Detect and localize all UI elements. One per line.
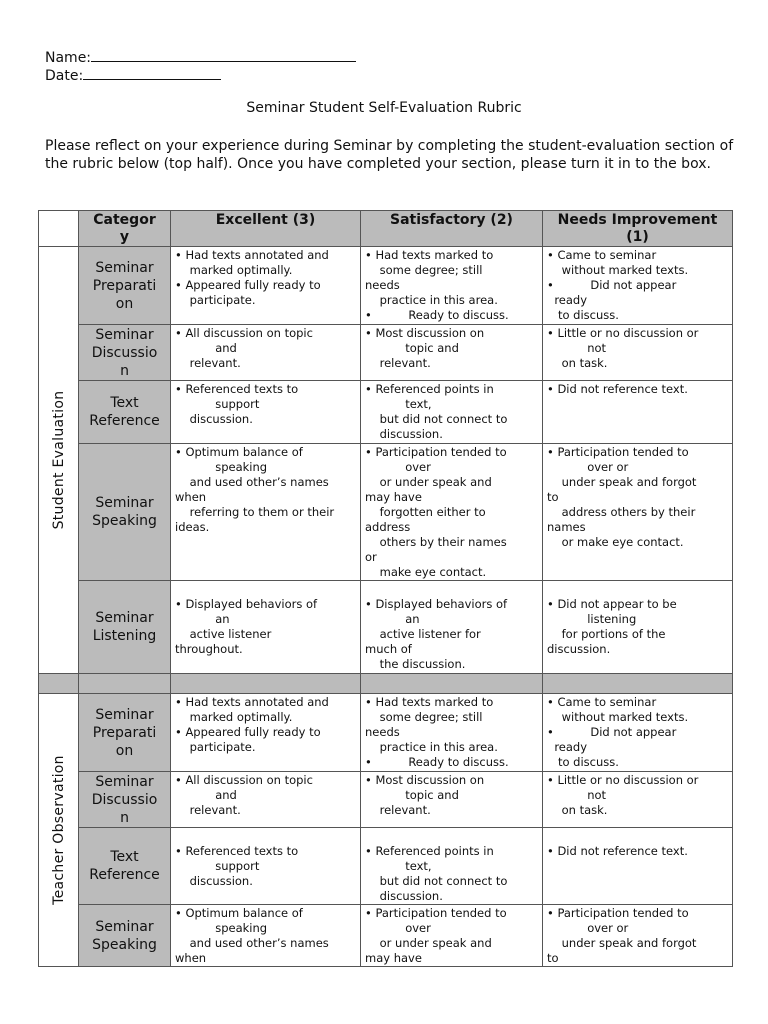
header-excellent: Excellent (3) (171, 211, 361, 247)
student-section-label-cell (39, 247, 79, 674)
excellent-criteria-cell (171, 905, 361, 967)
needs-improvement-criteria-cell (543, 444, 733, 581)
satisfactory-criteria-cell (361, 444, 543, 581)
criteria-text: • Had texts marked to some degree; still needs practice in this area. • Ready to discuss. (365, 695, 509, 769)
criteria-text: • Little or no discussion or not on task. (547, 326, 699, 370)
criteria-text: • Had texts marked to some degree; still needs practice in this area. • Ready to discuss. (365, 248, 509, 322)
rubric-row (39, 694, 733, 772)
name-field (45, 48, 356, 67)
criteria-text: • Participation tended to over or under speak and forgot to address others by their names or make eye contact. (547, 445, 697, 549)
criteria-text: • Came to seminar without marked texts. • Did not appear ready to discuss. (547, 248, 689, 322)
satisfactory-criteria-cell (361, 581, 543, 674)
header-blank-cell (39, 211, 79, 247)
criteria-text: • All discussion on topic and relevant. (175, 773, 313, 817)
needs-improvement-criteria-cell (543, 694, 733, 772)
satisfactory-criteria-cell (361, 381, 543, 444)
criteria-text: • Optimum balance of speaking and used other’s names when (175, 906, 329, 965)
excellent-criteria-cell (171, 325, 361, 381)
name-blank-line (91, 48, 356, 62)
name-label: Name: (45, 50, 92, 66)
teacher-section-label-cell (39, 694, 79, 967)
rubric-table (38, 210, 733, 967)
criteria-text: • Referenced points in text, but did not connect to discussion. (365, 382, 508, 441)
needs-improvement-criteria-cell (543, 247, 733, 325)
category-cell: Seminar Preparati on (79, 694, 171, 772)
criteria-text: • Most discussion on topic and relevant. (365, 773, 485, 817)
criteria-text: • Most discussion on topic and relevant. (365, 326, 485, 370)
excellent-criteria-cell (171, 444, 361, 581)
category-cell: Seminar Discussio n (79, 772, 171, 828)
separator-cell (79, 674, 171, 694)
needs-improvement-criteria-cell (543, 325, 733, 381)
separator-cell (543, 674, 733, 694)
satisfactory-criteria-cell (361, 694, 543, 772)
header-needs-improvement (543, 211, 733, 247)
header-category-label: Categor y (93, 212, 156, 245)
date-blank-line (83, 66, 221, 80)
criteria-text: • All discussion on topic and relevant. (175, 326, 313, 370)
rubric-row (39, 381, 733, 444)
criteria-text: • Participation tended to over or under speak and may have forgotten either to address others by their names or make eye contact. (365, 445, 507, 579)
rubric-row (39, 772, 733, 828)
criteria-text: • Did not reference text. (547, 382, 688, 396)
criteria-text: • Referenced texts to support discussion. (175, 844, 299, 888)
needs-improvement-criteria-cell (543, 381, 733, 444)
criteria-text: • Referenced points in text, but did not connect to discussion. (365, 844, 508, 903)
rubric-row (39, 905, 733, 967)
excellent-criteria-cell (171, 828, 361, 905)
criteria-text: • Participation tended to over or under speak and may have (365, 906, 507, 965)
criteria-text: • Had texts annotated and marked optimally. • Appeared fully ready to participate. (175, 248, 329, 307)
needs-improvement-criteria-cell (543, 581, 733, 674)
rubric-row (39, 444, 733, 581)
satisfactory-criteria-cell (361, 772, 543, 828)
student-evaluation-section (39, 247, 733, 674)
criteria-text: • Did not reference text. (547, 844, 688, 858)
criteria-text: • Referenced texts to support discussion. (175, 382, 299, 426)
criteria-text: • Did not appear to be listening for portions of the discussion. (547, 597, 677, 656)
date-field (45, 66, 221, 85)
category-cell: Text Reference (79, 828, 171, 905)
satisfactory-criteria-cell (361, 325, 543, 381)
satisfactory-criteria-cell (361, 247, 543, 325)
rubric-row (39, 828, 733, 905)
criteria-text: • Optimum balance of speaking and used other’s names when referring to them or their ideas. (175, 445, 335, 534)
satisfactory-criteria-cell (361, 828, 543, 905)
needs-improvement-criteria-cell (543, 905, 733, 967)
satisfactory-criteria-cell (361, 905, 543, 967)
excellent-criteria-cell (171, 772, 361, 828)
separator-cell (361, 674, 543, 694)
student-section-label: Student Evaluation (50, 390, 67, 530)
criteria-text: • Little or no discussion or not on task. (547, 773, 699, 817)
separator-cell (171, 674, 361, 694)
instructions-paragraph: Please reflect on your experience during Seminar by completing the student-evaluation section of the rubric below (top half). Once you have completed your section, please turn it in to the box. (45, 138, 734, 172)
criteria-text: • Displayed behaviors of an active listener throughout. (175, 597, 318, 656)
excellent-criteria-cell (171, 581, 361, 674)
header-needs-improvement-label: Needs Improvement (1) (557, 212, 718, 245)
separator-cell (39, 674, 79, 694)
excellent-criteria-cell (171, 694, 361, 772)
needs-improvement-criteria-cell (543, 772, 733, 828)
category-cell: Seminar Discussio n (79, 325, 171, 381)
rubric-header-row (39, 211, 733, 247)
date-label: Date: (45, 68, 84, 84)
category-cell: Seminar Speaking (79, 444, 171, 581)
rubric-row (39, 325, 733, 381)
excellent-criteria-cell (171, 381, 361, 444)
rubric-row (39, 581, 733, 674)
criteria-text: • Participation tended to over or under speak and forgot to (547, 906, 697, 965)
rubric-row (39, 247, 733, 325)
teacher-section-label: Teacher Observation (50, 755, 67, 905)
criteria-text: • Displayed behaviors of an active listener for much of the discussion. (365, 597, 508, 671)
teacher-observation-section (39, 694, 733, 967)
needs-improvement-criteria-cell (543, 828, 733, 905)
category-cell: Seminar Preparati on (79, 247, 171, 325)
category-cell: Text Reference (79, 381, 171, 444)
document-title: Seminar Student Self-Evaluation Rubric (246, 100, 522, 116)
criteria-text: • Had texts annotated and marked optimally. • Appeared fully ready to participate. (175, 695, 329, 754)
header-category (79, 211, 171, 247)
category-cell: Seminar Listening (79, 581, 171, 674)
section-separator (39, 674, 733, 694)
excellent-criteria-cell (171, 247, 361, 325)
category-cell: Seminar Speaking (79, 905, 171, 967)
criteria-text: • Came to seminar without marked texts. • Did not appear ready to discuss. (547, 695, 689, 769)
header-satisfactory: Satisfactory (2) (361, 211, 543, 247)
